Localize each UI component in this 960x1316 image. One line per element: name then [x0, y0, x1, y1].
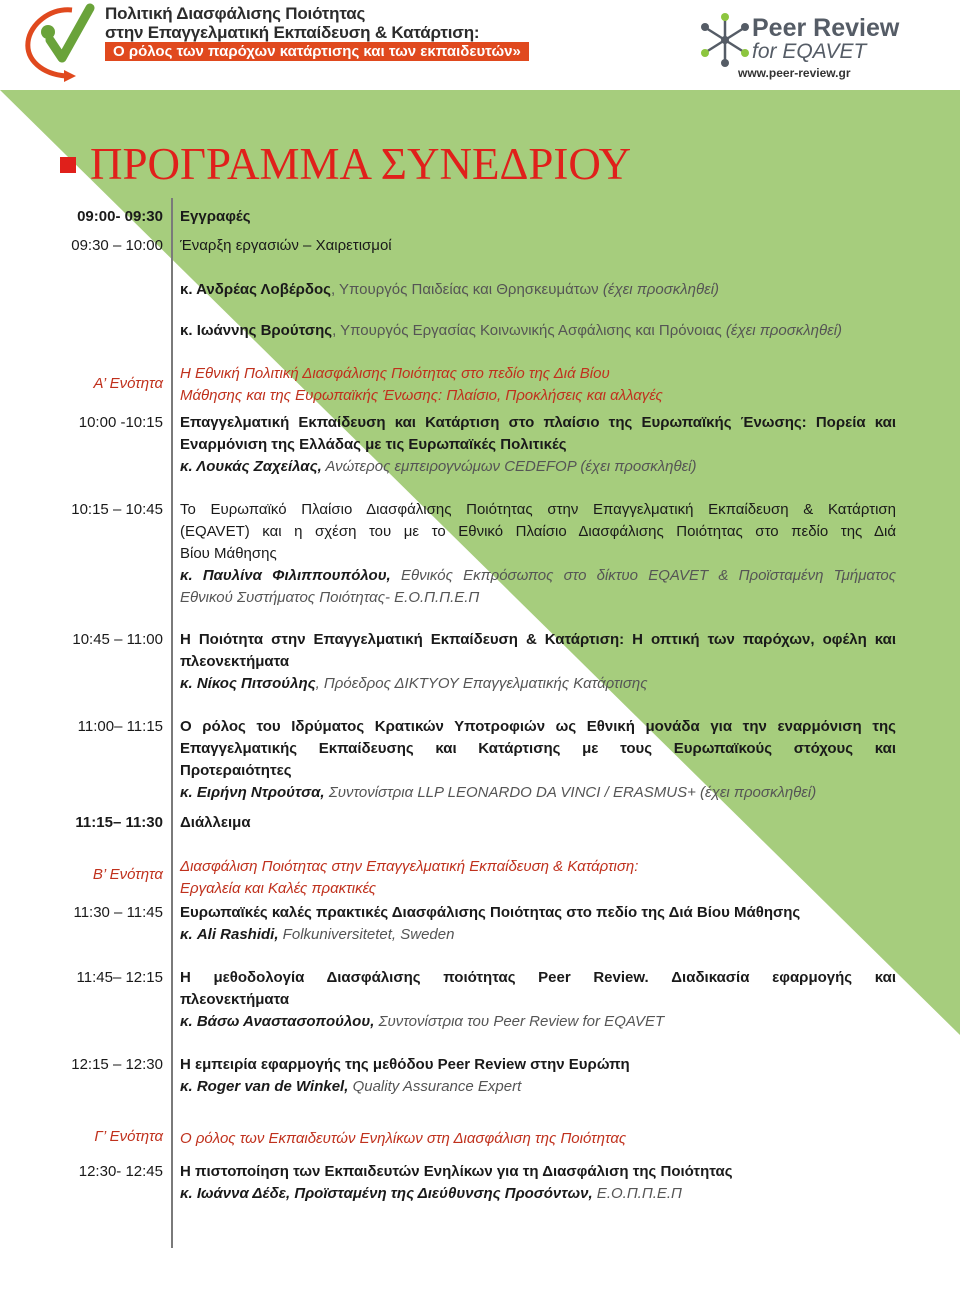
item-break: Διάλλειμα — [180, 814, 251, 831]
section-b-label: Β’ Ενότητα — [92, 866, 163, 883]
session-12-15-title: Η εμπειρία εφαρμογής της μεθόδου Peer Review στην Ευρώπη — [180, 1056, 630, 1073]
session-11-45-speaker: κ. Βάσω Αναστασοπούλου, Συντονίστρια του Peer Review for EQAVET — [180, 1013, 665, 1030]
session-11-45-title-line2: πλεονεκτήματα — [180, 991, 290, 1008]
session-10-45-title-line1: Η Ποιότητα στην Επαγγελματική Εκπαίδευση & Κατάρτιση: Η οπτική των παρόχων, οφέλη και — [180, 631, 896, 648]
time-session-10-45: 10:45 – 11:00 — [72, 631, 163, 648]
session-10-15-speaker: κ. Παυλίνα Φιλιππουπόλου, Εθνικός Εκπρόσωπος στο δίκτυο EQAVET & Προϊσταμένη Τμήματος — [180, 567, 897, 584]
session-11-30-speaker: κ. Ali Rashidi, Folkuniversitetet, Sweden — [180, 926, 455, 943]
section-a-title-line1: Η Εθνική Πολιτική Διασφάλισης Ποιότητας στο πεδίο της Διά Βίου — [180, 365, 610, 382]
session-10-15-speaker-line2: Εθνικού Συστήματος Ποιότητας- Ε.Ο.Π.Π.Ε.Π — [180, 589, 480, 606]
session-10-15-title-line3: Βίου Μάθησης — [180, 545, 277, 562]
time-session-11-45: 11:45– 12:15 — [76, 969, 163, 986]
session-10-00-speaker: κ. Λουκάς Ζαχείλας, Ανώτερος εμπειρογνώμων CEDEFOP (έχει προσκληθεί) — [180, 458, 697, 475]
session-10-15-title-line1: Το Ευρωπαϊκό Πλαίσιο Διασφάλισης Ποιότητας στην Επαγγελματική Εκπαίδευση & Κατάρτιση — [180, 501, 896, 518]
logo-left-line2: στην Επαγγελματική Εκπαίδευση & Κατάρτιση: — [105, 23, 480, 42]
section-b-title-line1: Διασφάλιση Ποιότητας στην Επαγγελματική Εκπαίδευση & Κατάρτιση: — [180, 858, 639, 875]
time-session-10-00: 10:00 -10:15 — [78, 414, 163, 431]
session-10-15-title-line2: (EQAVET) και η σχέση του με το Εθνικό Πλαίσιο Διασφάλισης Ποιότητας στο πεδίο της Διά — [180, 523, 896, 540]
time-session-11-00: 11:00– 11:15 — [77, 718, 163, 735]
session-10-00-title-line2: Εναρμόνιση της Ελλάδας με τις Ευρωπαϊκές Πολιτικές — [180, 436, 567, 453]
session-12-30-speaker: κ. Ιωάννα Δέδε, Προϊσταμένη της Διεύθυνσης Προσόντων, Ε.Ο.Π.Π.Ε.Π — [180, 1185, 682, 1202]
speaker-loverdos: κ. Ανδρέας Λοβέρδος, Υπουργός Παιδείας και Θρησκευμάτων (έχει προσκληθεί) — [180, 281, 720, 298]
session-11-00-title-line1: Ο ρόλος του Ιδρύματος Κρατικών Υποτροφιών ως Εθνική μονάδα για την εναρμόνιση της — [180, 718, 896, 735]
time-session-12-30: 12:30- 12:45 — [78, 1163, 163, 1180]
time-session-11-30: 11:30 – 11:45 — [73, 904, 163, 921]
section-c-label: Γ’ Ενότητα — [94, 1128, 163, 1145]
speaker-vroutsis: κ. Ιωάννης Βρούτσης, Υπουργός Εργασίας Κοινωνικής Ασφάλισης και Πρόνοιας (έχει προσκληθεί) — [180, 322, 843, 339]
section-a-title-line2: Μάθησης και της Ευρωπαϊκής Ένωσης: Πλαίσιο, Προκλήσεις και αλλαγές — [180, 387, 663, 404]
time-registration: 09:00- 09:30 — [77, 208, 163, 225]
session-11-00-title-line3: Προτεραιότητες — [180, 762, 292, 779]
timeline-divider — [171, 198, 173, 1248]
time-session-12-15: 12:15 – 12:30 — [71, 1056, 163, 1073]
session-11-00-title-line2: Επαγγελματικής Εκπαίδευσης και Κατάρτισης με τους Ευρωπαϊκούς στόχους και — [180, 740, 896, 757]
peer-review-subtitle: for EQAVET — [752, 40, 867, 63]
session-10-45-speaker: κ. Νίκος Πιτσούλης, Πρόεδρος ΔΙΚΤΥΟΥ Επαγγελματικής Κατάρτισης — [180, 675, 648, 692]
peer-review-star-icon — [700, 12, 750, 68]
section-a-label: Α’ Ενότητα — [93, 375, 163, 392]
logo-left-line3: Ο ρόλος των παρόχων κατάρτισης και των εκπαιδευτών» — [105, 42, 529, 61]
page-title-text: ΠΡΟΓΡΑΜΜΑ ΣΥΝΕΔΡΙΟΥ — [90, 139, 632, 189]
header-logo-left — [20, 2, 521, 82]
section-c-title: Ο ρόλος των Εκπαιδευτών Ενηλίκων στη Διασφάλιση της Ποιότητας — [180, 1130, 627, 1147]
session-11-00-speaker: κ. Ειρήνη Ντρούτσα, Συντονίστρια LLP LEONARDO DA VINCI / ERASMUS+ (έχει προσκληθεί) — [180, 784, 817, 801]
time-opening: 09:30 – 10:00 — [71, 237, 163, 254]
session-11-30-title: Ευρωπαϊκές καλές πρακτικές Διασφάλισης Ποιότητας στο πεδίο της Διά Βίου Μάθησης — [180, 904, 801, 921]
time-session-10-15: 10:15 – 10:45 — [71, 501, 163, 518]
session-12-30-title: Η πιστοποίηση των Εκπαιδευτών Ενηλίκων για τη Διασφάλιση της Ποιότητας — [180, 1163, 733, 1180]
checkmark-logo-icon — [20, 2, 110, 82]
item-registration: Εγγραφές — [180, 208, 251, 225]
session-10-45-title-line2: πλεονεκτήματα — [180, 653, 290, 670]
session-10-00-title-line1: Επαγγελματική Εκπαίδευση και Κατάρτιση στο πλαίσιο της Ευρωπαϊκής Ένωσης: Πορεία και — [180, 414, 896, 431]
section-b-title-line2: Εργαλεία και Καλές πρακτικές — [180, 880, 377, 897]
peer-review-url: www.peer-review.gr — [738, 66, 851, 80]
time-break: 11:15– 11:30 — [75, 814, 163, 831]
peer-review-title: Peer Review — [752, 14, 900, 42]
page-title — [60, 138, 631, 190]
logo-left-line1: Πολιτική Διασφάλισης Ποιότητας — [105, 4, 366, 23]
title-bullet-square — [60, 157, 76, 173]
header-logo-right — [700, 8, 960, 80]
session-12-15-speaker: κ. Roger van de Winkel, Quality Assurance Expert — [180, 1078, 522, 1095]
session-11-45-title-line1: Η μεθοδολογία Διασφάλισης ποιότητας Peer Review. Διαδικασία εφαρμογής και — [180, 969, 896, 986]
item-opening: Έναρξη εργασιών – Χαιρετισμοί — [180, 237, 392, 254]
